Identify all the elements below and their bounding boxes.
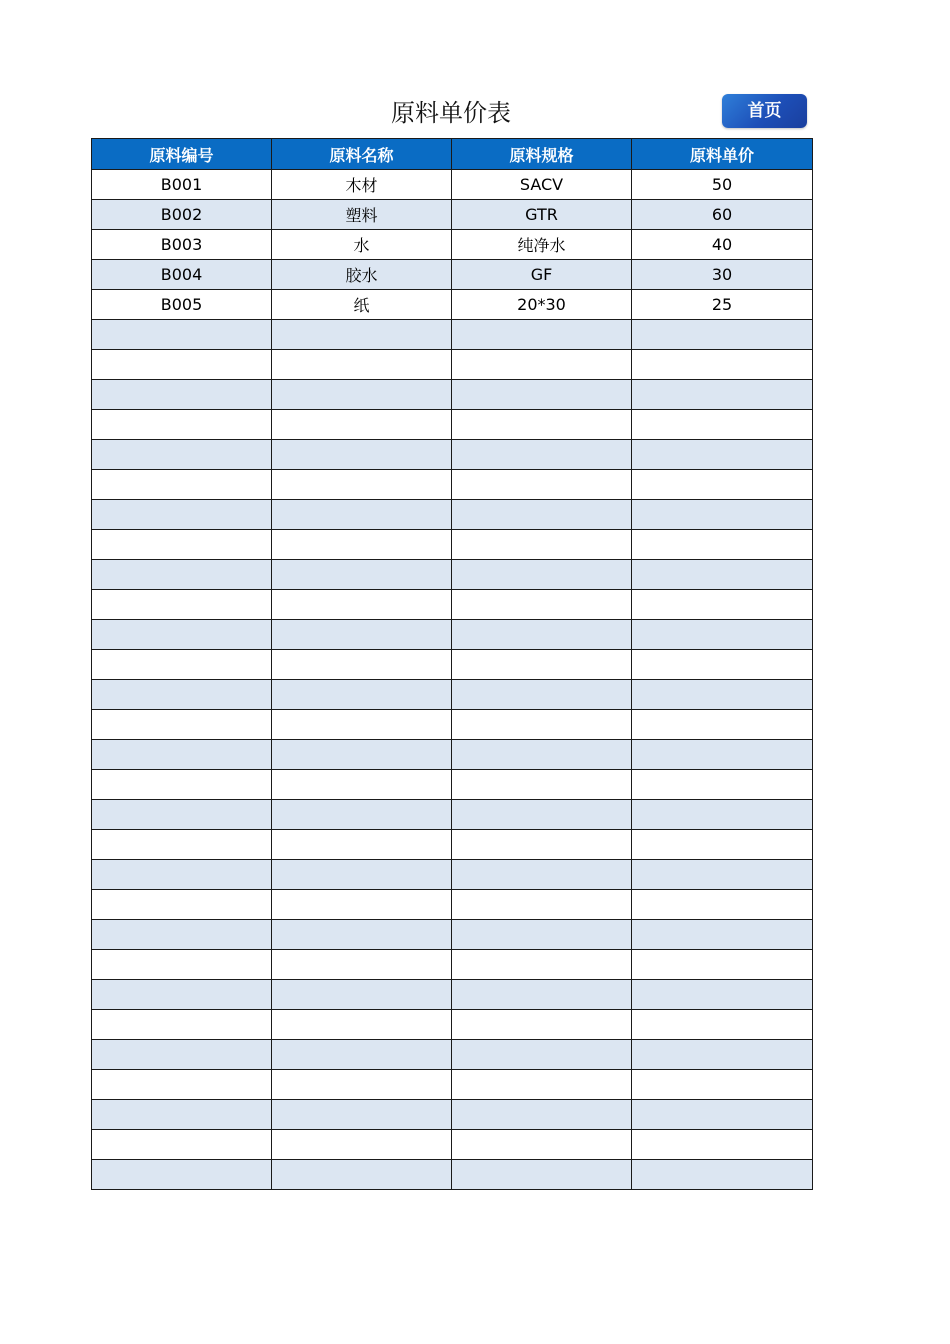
cell-material-code[interactable]: [92, 890, 272, 920]
cell-material-name[interactable]: 胶水: [272, 260, 452, 290]
cell-material-spec[interactable]: [452, 890, 632, 920]
cell-material-code[interactable]: [92, 710, 272, 740]
cell-unit-price[interactable]: 60: [632, 200, 813, 230]
table-row: [92, 890, 813, 920]
cell-unit-price[interactable]: [632, 680, 813, 710]
cell-unit-price[interactable]: [632, 470, 813, 500]
cell-material-name[interactable]: 水: [272, 230, 452, 260]
cell-material-code[interactable]: [92, 500, 272, 530]
table-row: [92, 560, 813, 590]
cell-material-spec[interactable]: GF: [452, 260, 632, 290]
cell-material-code[interactable]: [92, 920, 272, 950]
cell-material-spec[interactable]: [452, 620, 632, 650]
cell-unit-price[interactable]: [632, 1130, 813, 1160]
cell-material-code[interactable]: [92, 410, 272, 440]
table-row: [92, 1070, 813, 1100]
cell-material-name[interactable]: [272, 800, 452, 830]
table-row: [92, 710, 813, 740]
cell-material-name[interactable]: [272, 500, 452, 530]
cell-unit-price[interactable]: [632, 320, 813, 350]
cell-material-spec[interactable]: [452, 710, 632, 740]
cell-unit-price[interactable]: [632, 530, 813, 560]
cell-unit-price[interactable]: [632, 650, 813, 680]
cell-material-name[interactable]: [272, 1130, 452, 1160]
cell-unit-price[interactable]: 25: [632, 290, 813, 320]
cell-material-name[interactable]: [272, 470, 452, 500]
cell-unit-price[interactable]: [632, 950, 813, 980]
cell-material-spec[interactable]: [452, 530, 632, 560]
cell-unit-price[interactable]: [632, 410, 813, 440]
table-row: [92, 1130, 813, 1160]
cell-unit-price[interactable]: 30: [632, 260, 813, 290]
cell-material-name[interactable]: [272, 890, 452, 920]
table-row: [92, 1100, 813, 1130]
cell-material-code[interactable]: [92, 470, 272, 500]
cell-material-spec[interactable]: [452, 440, 632, 470]
cell-material-spec[interactable]: [452, 1010, 632, 1040]
table-header-row: [92, 139, 813, 170]
cell-material-name[interactable]: [272, 560, 452, 590]
home-button[interactable]: 首页: [722, 94, 807, 128]
cell-material-code[interactable]: [92, 1130, 272, 1160]
table-row: [92, 1160, 813, 1190]
cell-material-name[interactable]: [272, 1160, 452, 1190]
table-row: [92, 440, 813, 470]
cell-material-name[interactable]: [272, 1040, 452, 1070]
cell-material-code[interactable]: [92, 590, 272, 620]
cell-material-name[interactable]: [272, 740, 452, 770]
cell-unit-price[interactable]: [632, 1100, 813, 1130]
cell-material-spec[interactable]: [452, 680, 632, 710]
cell-material-spec[interactable]: 纯净水: [452, 230, 632, 260]
table-row: [92, 680, 813, 710]
table-row: [92, 410, 813, 440]
cell-material-name[interactable]: [272, 380, 452, 410]
table-row: [92, 380, 813, 410]
cell-material-name[interactable]: [272, 1010, 452, 1040]
cell-material-name[interactable]: 纸: [272, 290, 452, 320]
header-material-spec: 原料规格: [452, 139, 632, 170]
cell-material-code[interactable]: [92, 1010, 272, 1040]
cell-material-spec[interactable]: [452, 650, 632, 680]
cell-unit-price[interactable]: [632, 1010, 813, 1040]
cell-unit-price[interactable]: [632, 1070, 813, 1100]
cell-material-spec[interactable]: [452, 740, 632, 770]
price-table: [91, 138, 813, 1190]
cell-material-code[interactable]: B003: [92, 230, 272, 260]
cell-material-spec[interactable]: [452, 320, 632, 350]
cell-unit-price[interactable]: [632, 350, 813, 380]
cell-material-spec[interactable]: [452, 560, 632, 590]
cell-material-name[interactable]: [272, 320, 452, 350]
table-row: [92, 170, 813, 200]
cell-material-code[interactable]: [92, 680, 272, 710]
cell-material-code[interactable]: [92, 440, 272, 470]
cell-material-code[interactable]: B004: [92, 260, 272, 290]
cell-unit-price[interactable]: [632, 860, 813, 890]
cell-unit-price[interactable]: [632, 800, 813, 830]
cell-material-code[interactable]: [92, 530, 272, 560]
header-material-name: 原料名称: [272, 139, 452, 170]
table-row: [92, 290, 813, 320]
cell-material-spec[interactable]: [452, 770, 632, 800]
cell-material-spec[interactable]: SACV: [452, 170, 632, 200]
cell-unit-price[interactable]: [632, 620, 813, 650]
cell-material-code[interactable]: [92, 380, 272, 410]
cell-material-spec[interactable]: [452, 1070, 632, 1100]
cell-material-spec[interactable]: [452, 1040, 632, 1070]
cell-material-spec[interactable]: GTR: [452, 200, 632, 230]
cell-material-name[interactable]: [272, 650, 452, 680]
cell-material-code[interactable]: B001: [92, 170, 272, 200]
cell-unit-price[interactable]: [632, 1160, 813, 1190]
cell-material-name[interactable]: [272, 350, 452, 380]
cell-material-name[interactable]: 木材: [272, 170, 452, 200]
table-row: [92, 620, 813, 650]
table-row: [92, 830, 813, 860]
cell-material-name[interactable]: [272, 590, 452, 620]
cell-material-name[interactable]: [272, 710, 452, 740]
cell-material-code[interactable]: [92, 950, 272, 980]
cell-material-name[interactable]: [272, 440, 452, 470]
cell-material-name[interactable]: [272, 1070, 452, 1100]
table-row: [92, 590, 813, 620]
cell-material-name[interactable]: [272, 980, 452, 1010]
cell-material-spec[interactable]: [452, 350, 632, 380]
cell-material-spec[interactable]: [452, 1160, 632, 1190]
cell-material-spec[interactable]: [452, 1130, 632, 1160]
cell-material-spec[interactable]: [452, 830, 632, 860]
cell-material-code[interactable]: [92, 1160, 272, 1190]
cell-unit-price[interactable]: 50: [632, 170, 813, 200]
cell-material-spec[interactable]: [452, 800, 632, 830]
cell-unit-price[interactable]: [632, 710, 813, 740]
table-row: [92, 500, 813, 530]
cell-unit-price[interactable]: [632, 440, 813, 470]
table-row: [92, 530, 813, 560]
cell-material-code[interactable]: [92, 560, 272, 590]
cell-unit-price[interactable]: [632, 770, 813, 800]
table-row: [92, 920, 813, 950]
cell-material-spec[interactable]: 20*30: [452, 290, 632, 320]
cell-material-code[interactable]: [92, 620, 272, 650]
cell-unit-price[interactable]: 40: [632, 230, 813, 260]
cell-unit-price[interactable]: [632, 830, 813, 860]
cell-material-name[interactable]: [272, 950, 452, 980]
cell-material-code[interactable]: [92, 320, 272, 350]
cell-material-spec[interactable]: [452, 380, 632, 410]
cell-material-code[interactable]: [92, 980, 272, 1010]
cell-material-name[interactable]: [272, 410, 452, 440]
table-row: [92, 350, 813, 380]
table-row: [92, 230, 813, 260]
table-row: [92, 860, 813, 890]
cell-material-name[interactable]: [272, 830, 452, 860]
cell-material-spec[interactable]: [452, 980, 632, 1010]
cell-unit-price[interactable]: [632, 740, 813, 770]
cell-material-code[interactable]: [92, 1040, 272, 1070]
cell-unit-price[interactable]: [632, 890, 813, 920]
cell-material-code[interactable]: B005: [92, 290, 272, 320]
cell-material-spec[interactable]: [452, 950, 632, 980]
table-row: [92, 320, 813, 350]
cell-material-name[interactable]: [272, 860, 452, 890]
page-title: 原料单价表: [391, 99, 511, 127]
table-row: [92, 800, 813, 830]
cell-material-code[interactable]: [92, 740, 272, 770]
cell-material-code[interactable]: [92, 830, 272, 860]
cell-material-code[interactable]: B002: [92, 200, 272, 230]
cell-material-code[interactable]: [92, 860, 272, 890]
cell-unit-price[interactable]: [632, 500, 813, 530]
cell-unit-price[interactable]: [632, 590, 813, 620]
cell-unit-price[interactable]: [632, 1040, 813, 1070]
cell-material-code[interactable]: [92, 1070, 272, 1100]
table-row: [92, 200, 813, 230]
cell-material-code[interactable]: [92, 800, 272, 830]
cell-material-name[interactable]: [272, 530, 452, 560]
cell-material-spec[interactable]: [452, 920, 632, 950]
cell-material-name[interactable]: [272, 620, 452, 650]
cell-material-spec[interactable]: [452, 590, 632, 620]
cell-material-spec[interactable]: [452, 500, 632, 530]
table-row: [92, 260, 813, 290]
cell-unit-price[interactable]: [632, 980, 813, 1010]
cell-material-code[interactable]: [92, 1100, 272, 1130]
cell-unit-price[interactable]: [632, 920, 813, 950]
cell-material-code[interactable]: [92, 770, 272, 800]
cell-material-name[interactable]: [272, 770, 452, 800]
cell-material-code[interactable]: [92, 650, 272, 680]
table-body: [92, 170, 813, 1190]
table-row: [92, 980, 813, 1010]
cell-material-spec[interactable]: [452, 860, 632, 890]
table-row: [92, 740, 813, 770]
cell-material-name[interactable]: 塑料: [272, 200, 452, 230]
table-row: [92, 470, 813, 500]
cell-material-name[interactable]: [272, 680, 452, 710]
table-row: [92, 1010, 813, 1040]
cell-unit-price[interactable]: [632, 380, 813, 410]
cell-material-code[interactable]: [92, 350, 272, 380]
header-unit-price: 原料单价: [632, 139, 813, 170]
cell-unit-price[interactable]: [632, 560, 813, 590]
cell-material-name[interactable]: [272, 920, 452, 950]
table-row: [92, 950, 813, 980]
header-material-code: 原料编号: [92, 139, 272, 170]
table-row: [92, 1040, 813, 1070]
cell-material-name[interactable]: [272, 1100, 452, 1130]
table-row: [92, 650, 813, 680]
cell-material-spec[interactable]: [452, 1100, 632, 1130]
cell-material-spec[interactable]: [452, 470, 632, 500]
table-row: [92, 770, 813, 800]
cell-material-spec[interactable]: [452, 410, 632, 440]
